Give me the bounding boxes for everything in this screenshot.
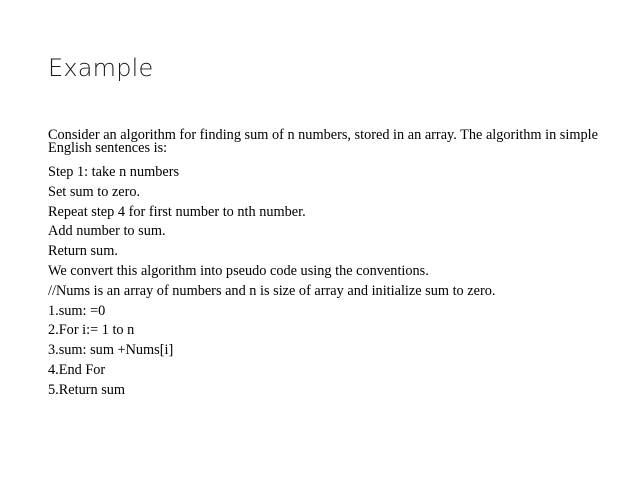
add-number-line: Add number to sum. <box>48 223 166 240</box>
intro-paragraph: Consider an algorithm for finding sum of n numbers, stored in an array. The algorithm in simple English sentences is: <box>48 127 598 156</box>
comment-line: //Nums is an array of numbers and n is size of array and initialize sum to zero. <box>48 282 496 299</box>
step-1-line: Step 1: take n numbers <box>48 164 180 180</box>
pseudo-line-4: 4.End For <box>48 361 106 378</box>
pseudo-line-5: 5.Return sum <box>48 381 126 398</box>
set-sum-line: Set sum to zero. <box>48 183 141 200</box>
pseudo-line-1: 1.sum: =0 <box>48 302 106 319</box>
slide-title: Example <box>48 54 154 82</box>
return-sum-line: Return sum. <box>48 243 118 260</box>
convert-line: We convert this algorithm into pseudo code using the conventions. <box>48 262 429 279</box>
pseudo-line-3: 3.sum: sum +Nums[i] <box>48 342 174 359</box>
repeat-step-line: Repeat step 4 for first number to nth number. <box>48 203 306 220</box>
slide-body <box>48 129 618 401</box>
pseudo-line-2: 2.For i:= 1 to n <box>48 322 135 339</box>
